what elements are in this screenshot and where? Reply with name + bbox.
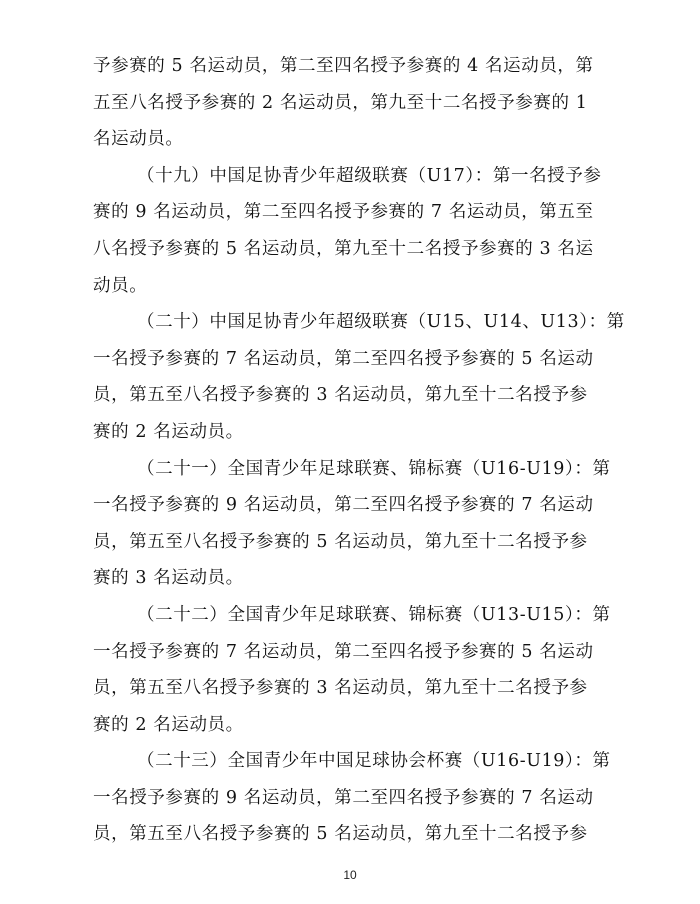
text-line: 赛的 2 名运动员。 (93, 714, 244, 735)
text-line: （二十二）全国青少年足球联赛、锦标赛（U13-U15）：第 (137, 604, 611, 625)
text-line: 一名授予参赛的 7 名运动员，第二至四名授予参赛的 5 名运动 (93, 348, 594, 369)
text-line: 动员。 (93, 275, 148, 296)
text-line: （二十三）全国青少年中国足球协会杯赛（U16-U19）：第 (137, 751, 611, 772)
text-line: （十九）中国足协青少年超级联赛（U17）：第一名授予参 (137, 165, 602, 186)
text-line: 员，第五至八名授予参赛的 3 名运动员，第九至十二名授予参 (93, 385, 588, 406)
page-number: 10 (343, 868, 357, 882)
text-line: 八名授予参赛的 5 名运动员，第九至十二名授予参赛的 3 名运 (93, 238, 594, 259)
text-line: 员，第五至八名授予参赛的 3 名运动员，第九至十二名授予参 (93, 678, 588, 699)
text-line: 一名授予参赛的 7 名运动员，第二至四名授予参赛的 5 名运动 (93, 641, 594, 662)
text-line: 员，第五至八名授予参赛的 5 名运动员，第九至十二名授予参 (93, 824, 588, 845)
text-line: 赛的 2 名运动员。 (93, 421, 244, 442)
text-line: 一名授予参赛的 9 名运动员，第二至四名授予参赛的 7 名运动 (93, 495, 594, 516)
body-text (93, 48, 625, 853)
text-line: 一名授予参赛的 9 名运动员，第二至四名授予参赛的 7 名运动 (93, 787, 594, 808)
text-line: 名运动员。 (93, 129, 184, 150)
text-line: 予参赛的 5 名运动员，第二至四名授予参赛的 4 名运动员，第 (93, 56, 594, 76)
text-line: （二十一）全国青少年足球联赛、锦标赛（U16-U19）：第 (137, 458, 611, 479)
text-line: 五至八名授予参赛的 2 名运动员，第九至十二名授予参赛的 1 (93, 92, 588, 113)
text-line: 员，第五至八名授予参赛的 5 名运动员，第九至十二名授予参 (93, 531, 588, 552)
text-line: （二十）中国足协青少年超级联赛（U15、U14、U13）：第 (137, 312, 625, 333)
text-line: 赛的 3 名运动员。 (93, 568, 244, 589)
text-line: 赛的 9 名运动员，第二至四名授予参赛的 7 名运动员，第五至 (93, 202, 594, 223)
